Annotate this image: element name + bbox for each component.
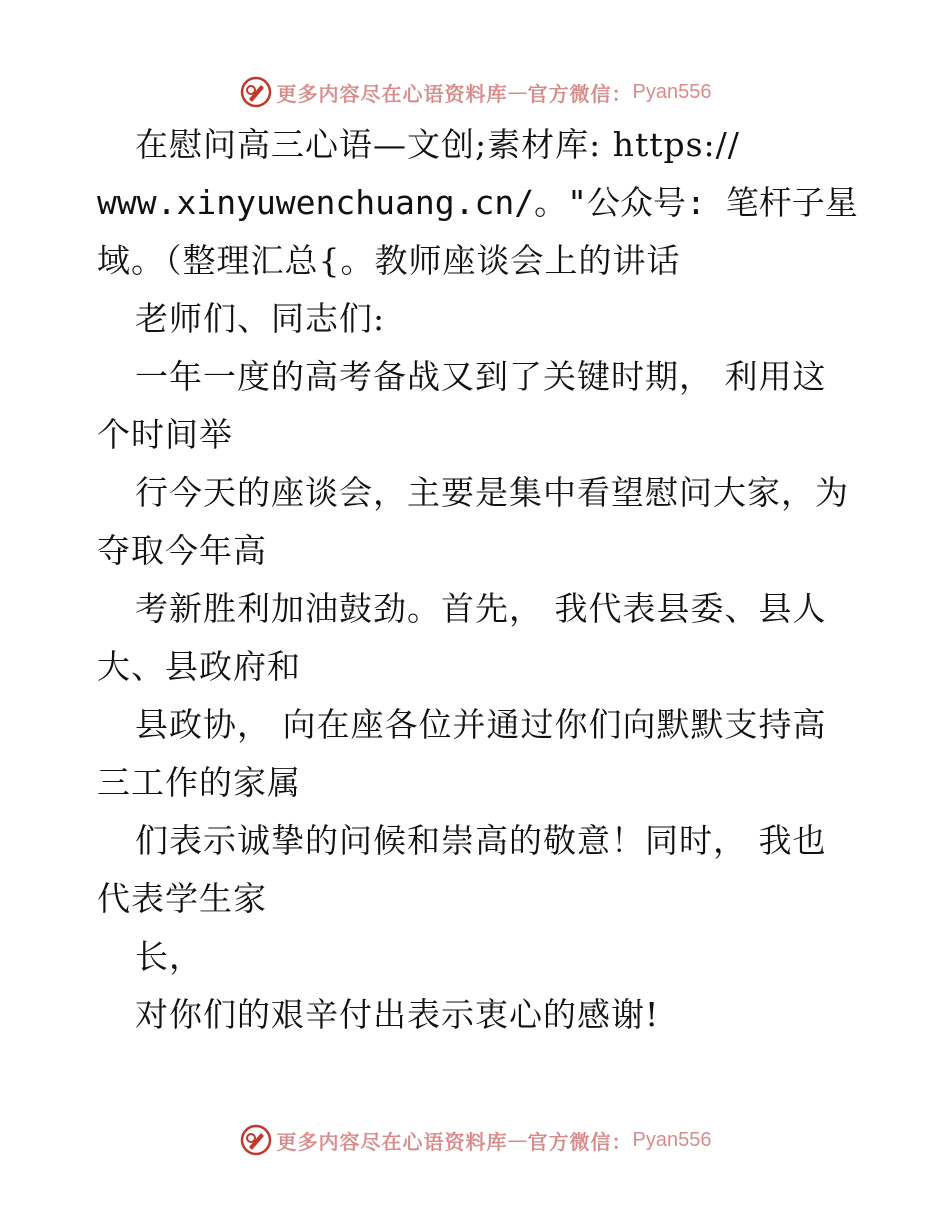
banner-title: 更多内容尽在心语资料库 — [276, 1129, 508, 1154]
banner-separator: — — [507, 1128, 528, 1152]
paragraph-1-line-2: 个时间举 — [97, 415, 233, 454]
intro-line-1: 在慰问高三心语—文创;素材库: https:// — [135, 125, 740, 164]
paragraph-2-line-1: 行今天的座谈会，主要是集中看望慰问大家，为 — [135, 473, 849, 512]
greeting-line: 老师们、同志们: — [135, 299, 386, 338]
intro-line-2: www.xinyuwenchuang.cn/。"公众号: 笔杆子星 — [97, 183, 858, 222]
pen-logo-icon — [239, 75, 273, 109]
paragraph-5-line-1: 们表示诚挚的问候和崇高的敬意！同时， 我也 — [135, 821, 827, 860]
footer-watermark-banner — [0, 1120, 950, 1160]
paragraph-4-line-2: 三工作的家属 — [97, 763, 301, 802]
paragraph-7-line: 对你们的艰辛付出表示衷心的感谢! — [135, 995, 660, 1034]
paragraph-4-line-1: 县政协， 向在座各位并通过你们向默默支持高 — [135, 705, 827, 744]
paragraph-5-line-2: 代表学生家 — [97, 879, 267, 918]
banner-contact-id: Pyan556 — [632, 80, 712, 103]
banner-contact-label: 官方微信： — [527, 81, 633, 106]
header-watermark-banner — [0, 72, 950, 112]
banner-contact-id: Pyan556 — [632, 1128, 712, 1151]
paragraph-3-line-1: 考新胜利加油鼓劲。首先， 我代表县委、县人 — [135, 589, 827, 628]
banner-separator: — — [507, 80, 528, 104]
document-body — [97, 116, 857, 1044]
banner-contact-label: 官方微信： — [527, 1129, 633, 1154]
paragraph-2-line-2: 夺取今年高 — [97, 531, 267, 570]
pen-logo-icon — [239, 1123, 273, 1157]
paragraph-6-line: 长， — [135, 937, 203, 976]
banner-title: 更多内容尽在心语资料库 — [276, 81, 508, 106]
paragraph-1-line-1: 一年一度的高考备战又到了关键时期， 利用这 — [135, 357, 827, 396]
paragraph-3-line-2: 大、县政府和 — [97, 647, 301, 686]
intro-line-3: 域。（整理汇总{。教师座谈会上的讲话 — [97, 241, 681, 280]
